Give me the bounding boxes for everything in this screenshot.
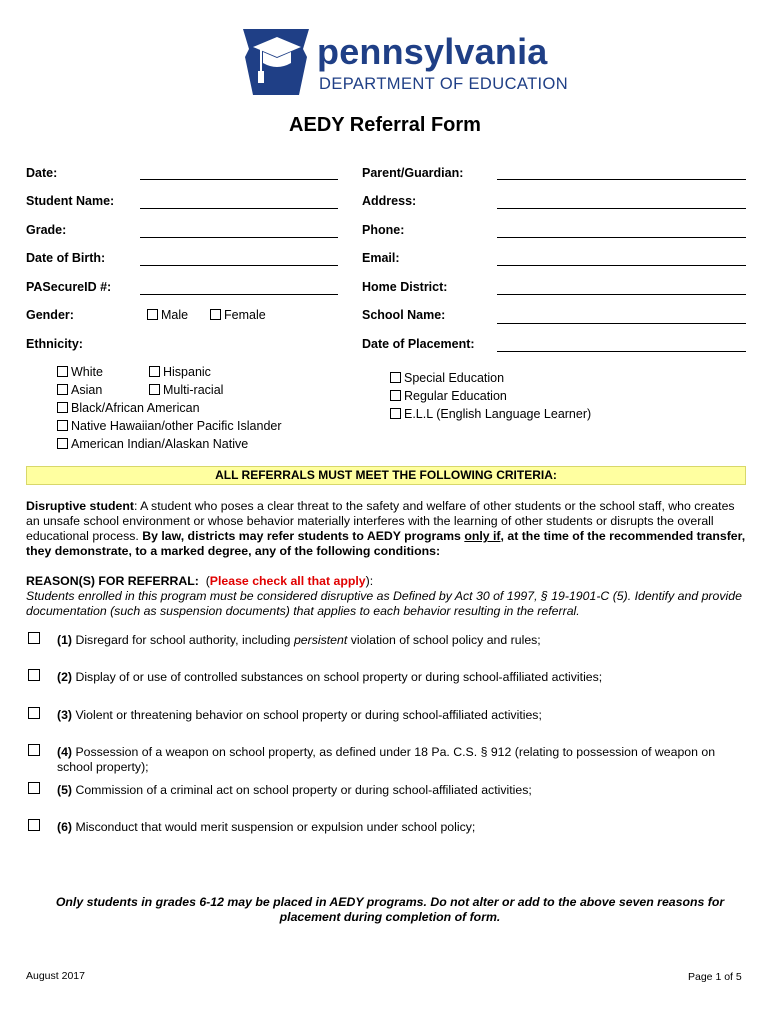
- date-placement-label: Date of Placement:: [362, 337, 475, 351]
- ethnicity-indian-option[interactable]: [57, 437, 248, 451]
- footer-page-number: Page 1 of 5: [688, 971, 742, 983]
- option-label: Regular Education: [404, 389, 507, 403]
- reason-4: [57, 745, 747, 775]
- option-label: E.L.L (English Language Learner): [404, 407, 592, 421]
- date-field[interactable]: [140, 179, 338, 180]
- option-label: Black/African American: [71, 401, 200, 415]
- date-placement-field[interactable]: [497, 351, 746, 352]
- checkbox-icon[interactable]: [57, 420, 68, 431]
- phone-label: Phone:: [362, 223, 405, 237]
- option-label: Special Education: [404, 371, 505, 385]
- option-label: Hispanic: [163, 365, 211, 379]
- disruptive-term: Disruptive student: [26, 499, 134, 513]
- grades-note: Only students in grades 6-12 may be placed in AEDY programs. Do not alter or add to the above seven reasons for placement during completion of form.: [55, 895, 725, 924]
- program-special-option[interactable]: [390, 371, 504, 385]
- home-district-label: Home District:: [362, 280, 448, 294]
- gender-label: Gender:: [26, 308, 74, 322]
- checkbox-icon[interactable]: [390, 390, 401, 401]
- checkbox-icon[interactable]: [57, 384, 68, 395]
- email-field[interactable]: [497, 265, 746, 266]
- pasecureid-field[interactable]: [140, 294, 338, 295]
- reason-emphasis: persistent: [293, 633, 348, 647]
- reason-6-checkbox[interactable]: [28, 819, 40, 831]
- student-name-label: Student Name:: [26, 194, 115, 208]
- checkbox-icon[interactable]: [57, 438, 68, 449]
- program-regular-option[interactable]: [390, 389, 507, 403]
- checkbox-icon[interactable]: [390, 408, 401, 419]
- reason-number: (6): [57, 820, 73, 834]
- footer-date: August 2017: [26, 970, 85, 982]
- home-district-field[interactable]: [497, 294, 746, 295]
- reason-text: Disregard for school authority, including: [72, 633, 294, 647]
- ethnicity-asian-option[interactable]: [57, 383, 102, 397]
- program-ell-option[interactable]: [390, 407, 591, 421]
- reason-number: (1): [57, 633, 73, 647]
- reason-2-checkbox[interactable]: [28, 669, 40, 681]
- reason-5-checkbox[interactable]: [28, 782, 40, 794]
- page-title: AEDY Referral Form: [289, 114, 481, 136]
- gender-female-option[interactable]: [210, 308, 266, 322]
- paren-open: (: [205, 574, 210, 588]
- ethnicity-multiracial-option[interactable]: [149, 383, 223, 397]
- parent-label: Parent/Guardian:: [362, 166, 464, 180]
- ethnicity-black-option[interactable]: [57, 401, 200, 415]
- paren-close: ):: [365, 574, 374, 588]
- reason-2: [57, 670, 747, 685]
- email-label: Email:: [362, 251, 400, 265]
- disruptive-text: : A student who poses a clear threat to the safety and welfare of other students or the school staff, who creates an unsafe school environment or whose behavior materially interferes with the learning of other students or disrupts the overall educational process.: [26, 499, 735, 543]
- reason-text: Commission of a criminal act on school property or during school-affiliated activities;: [72, 783, 532, 797]
- date-label: Date:: [26, 166, 58, 180]
- gender-male-option[interactable]: [147, 308, 188, 322]
- reason-text: violation of school policy and rules;: [347, 633, 541, 647]
- ethnicity-label: Ethnicity:: [26, 337, 83, 351]
- reason-text: Possession of a weapon on school property, as defined under 18 Pa. C.S. § 912 (relating to possession of weapon on school property);: [57, 745, 716, 774]
- reason-1: [57, 633, 747, 648]
- grade-field[interactable]: [140, 237, 338, 238]
- dob-label: Date of Birth:: [26, 251, 106, 265]
- only-if-text: only if: [464, 529, 501, 543]
- dob-field[interactable]: [140, 265, 338, 266]
- checkbox-icon[interactable]: [210, 309, 221, 320]
- reason-number: (3): [57, 708, 73, 722]
- reasons-heading: [26, 574, 746, 589]
- reason-6: [57, 820, 747, 835]
- female-label: Female: [224, 308, 266, 322]
- criteria-banner: ALL REFERRALS MUST MEET THE FOLLOWING CRITERIA:: [26, 466, 746, 485]
- logo-wordmark: pennsylvania: [317, 31, 548, 72]
- school-name-field[interactable]: [497, 323, 746, 324]
- phone-field[interactable]: [497, 237, 746, 238]
- reason-3: [57, 708, 747, 723]
- option-label: Multi-racial: [163, 383, 224, 397]
- grade-label: Grade:: [26, 223, 67, 237]
- ethnicity-hawaiian-option[interactable]: [57, 419, 282, 433]
- student-name-field[interactable]: [140, 208, 338, 209]
- option-label: American Indian/Alaskan Native: [71, 437, 249, 451]
- option-label: White: [71, 365, 103, 379]
- male-label: Male: [161, 308, 189, 322]
- reasons-instructions: Students enrolled in this program must be considered disruptive as Defined by Act 30 of 1997, § 19-1901-C (5). Identify and provide documentation (such as suspension documents) that applies to each behavior resulting in the referral.: [26, 589, 742, 618]
- disruptive-definition: [26, 499, 746, 559]
- keystone-logo-icon: [241, 27, 311, 97]
- reason-3-checkbox[interactable]: [28, 707, 40, 719]
- reason-number: (4): [57, 745, 73, 759]
- reason-4-checkbox[interactable]: [28, 744, 40, 756]
- pasecureid-label: PASecureID #:: [26, 280, 112, 294]
- reason-1-checkbox[interactable]: [28, 632, 40, 644]
- reason-text: Misconduct that would merit suspension or expulsion under school policy;: [72, 820, 476, 834]
- checkbox-icon[interactable]: [147, 309, 158, 320]
- disruptive-bold-2: , at the time of the recommended transfer, they demonstrate, to a marked degree, any of the following conditions:: [26, 529, 746, 558]
- reason-5: [57, 783, 747, 798]
- checkbox-icon[interactable]: [57, 366, 68, 377]
- reasons-label: REASON(S) FOR REFERRAL:: [26, 574, 199, 588]
- checkbox-icon[interactable]: [57, 402, 68, 413]
- check-all-note: Please check all that apply: [209, 574, 366, 588]
- ethnicity-white-option[interactable]: [57, 365, 103, 379]
- reason-number: (5): [57, 783, 73, 797]
- checkbox-icon[interactable]: [149, 384, 160, 395]
- disruptive-bold-1: By law, districts may refer students to AEDY programs: [142, 529, 465, 543]
- logo-subtitle: DEPARTMENT OF EDUCATION: [319, 75, 569, 93]
- address-field[interactable]: [497, 208, 746, 209]
- option-label: Native Hawaiian/other Pacific Islander: [71, 419, 282, 433]
- option-label: Asian: [71, 383, 103, 397]
- parent-field[interactable]: [497, 179, 746, 180]
- ethnicity-hispanic-option[interactable]: [149, 365, 211, 379]
- reason-text: Violent or threatening behavior on school property or during school-affiliated activities;: [72, 708, 542, 722]
- address-label: Address:: [362, 194, 417, 208]
- checkbox-icon[interactable]: [390, 372, 401, 383]
- school-name-label: School Name:: [362, 308, 446, 322]
- reason-number: (2): [57, 670, 73, 684]
- checkbox-icon[interactable]: [149, 366, 160, 377]
- reason-text: Display of or use of controlled substances on school property or during school-affiliated activities;: [72, 670, 603, 684]
